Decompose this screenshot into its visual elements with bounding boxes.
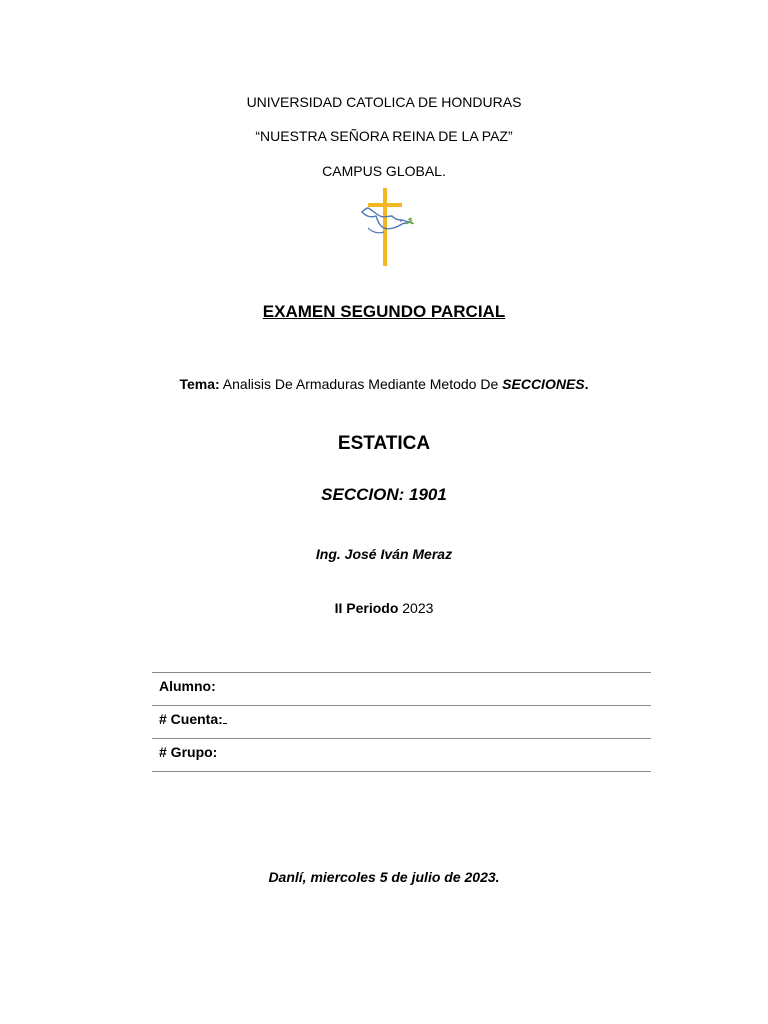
account-blank — [223, 711, 227, 724]
group-label: # Grupo: — [159, 744, 218, 760]
topic-text: Analisis De Armaduras Mediante Metodo De — [219, 376, 503, 392]
table-row-student — [152, 672, 651, 705]
dove-tail — [368, 228, 384, 233]
university-motto: “NUESTRA SEÑORA REINA DE LA PAZ” — [255, 128, 513, 144]
period-label: II Periodo — [334, 600, 399, 616]
cross-dove-icon — [354, 186, 418, 268]
student-info-table — [152, 672, 651, 772]
cross-horizontal-bar — [368, 203, 402, 207]
university-name: UNIVERSIDAD CATOLICA DE HONDURAS — [246, 94, 522, 110]
section-number: SECCION: 1901 — [321, 485, 447, 504]
campus-name: CAMPUS GLOBAL. — [322, 163, 446, 179]
teacher-name: Ing. José Iván Meraz — [315, 546, 453, 562]
period-line — [0, 600, 768, 616]
topic-label: Tema: — [179, 376, 220, 392]
student-label: Alumno: — [159, 678, 216, 694]
topic-emphasis: SECCIONES — [502, 376, 585, 392]
period-year: 2023 — [398, 600, 434, 616]
dove-eye — [400, 220, 402, 222]
course-name: ESTATICA — [337, 433, 431, 454]
table-row-group — [152, 738, 651, 772]
date-line: Danlí, miercoles 5 de julio de 2023. — [268, 869, 500, 885]
exam-title: EXAMEN SEGUNDO PARCIAL — [262, 302, 506, 321]
account-label: # Cuenta: — [159, 711, 223, 727]
topic-end: . — [584, 376, 589, 392]
topic-line — [0, 376, 768, 392]
table-row-account — [152, 705, 651, 738]
